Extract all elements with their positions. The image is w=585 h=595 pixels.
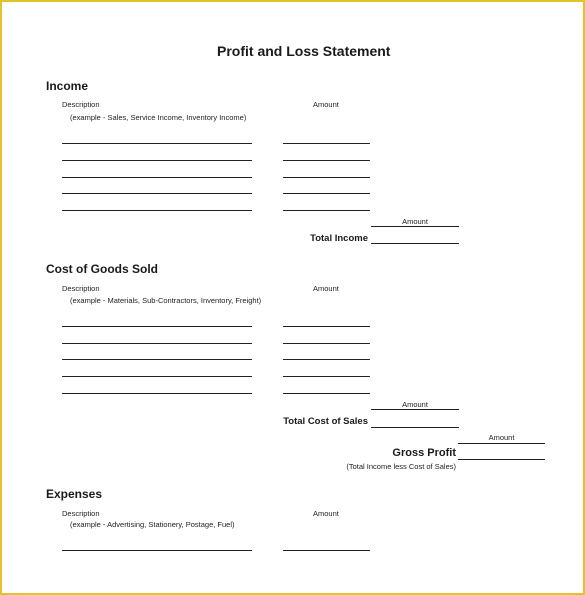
cogs-subtotal-amount-label: Amount [402, 400, 428, 409]
cogs-description-line-1[interactable] [62, 326, 252, 327]
income-heading: Income [46, 79, 89, 93]
cogs-description-line-5[interactable] [62, 393, 252, 394]
income-description-line-4[interactable] [62, 193, 252, 194]
income-description-line-3[interactable] [62, 177, 252, 178]
cogs-amount-line-2[interactable] [283, 343, 370, 344]
total-cost-of-sales-line[interactable] [371, 427, 459, 428]
page-title: Profit and Loss Statement [217, 43, 391, 59]
total-income-label: Total Income [310, 233, 368, 244]
gross-amount-line-top [458, 443, 545, 444]
cogs-heading: Cost of Goods Sold [46, 262, 158, 276]
expenses-amount-line-1[interactable] [283, 550, 370, 551]
income-example-text: (example - Sales, Service Income, Inventory Income) [70, 113, 247, 122]
income-amount-line-3[interactable] [283, 177, 370, 178]
gross-profit-label: Gross Profit [392, 447, 456, 459]
expenses-heading: Expenses [46, 487, 103, 501]
cogs-description-label: Description [62, 284, 100, 293]
cogs-description-line-3[interactable] [62, 359, 252, 360]
total-cost-of-sales-label: Total Cost of Sales [283, 416, 368, 427]
income-description-line-2[interactable] [62, 160, 252, 161]
cogs-amount-line-3[interactable] [283, 359, 370, 360]
income-amount-line-5[interactable] [283, 210, 370, 211]
gross-profit-line[interactable] [458, 459, 545, 460]
income-amount-label: Amount [313, 100, 339, 109]
income-description-line-5[interactable] [62, 210, 252, 211]
cogs-description-line-4[interactable] [62, 376, 252, 377]
income-subtotal-line-top [371, 226, 459, 227]
gross-amount-label: Amount [488, 433, 515, 442]
expenses-example-text: (example - Advertising, Stationery, Postage, Fuel) [70, 520, 235, 529]
income-amount-line-4[interactable] [283, 193, 370, 194]
cogs-amount-line-1[interactable] [283, 326, 370, 327]
cogs-amount-line-4[interactable] [283, 376, 370, 377]
income-subtotal-amount-label: Amount [402, 217, 428, 226]
gross-profit-note: (Total Income less Cost of Sales) [346, 462, 456, 471]
cogs-example-text: (example - Materials, Sub-Contractors, Inventory, Freight) [70, 296, 262, 305]
cogs-amount-line-5[interactable] [283, 393, 370, 394]
expenses-description-label: Description [62, 509, 100, 518]
total-income-line[interactable] [371, 243, 459, 244]
cogs-amount-label: Amount [313, 284, 339, 293]
income-description-line-1[interactable] [62, 143, 252, 144]
income-description-label: Description [62, 100, 100, 109]
expenses-amount-label: Amount [313, 509, 339, 518]
income-amount-line-1[interactable] [283, 143, 370, 144]
cogs-subtotal-line-top [371, 409, 459, 410]
expenses-description-line-1[interactable] [62, 550, 252, 551]
cogs-description-line-2[interactable] [62, 343, 252, 344]
income-amount-line-2[interactable] [283, 160, 370, 161]
